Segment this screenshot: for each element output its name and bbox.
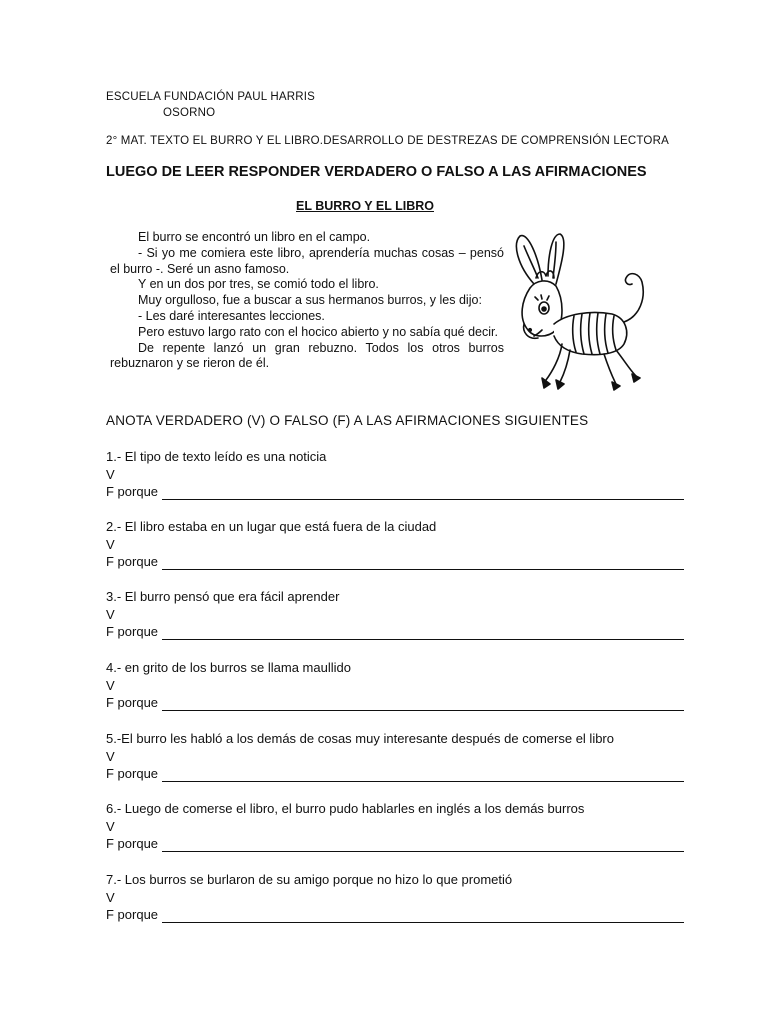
false-option	[106, 483, 696, 500]
school-city: OSORNO	[163, 107, 216, 119]
false-label: F porque	[106, 554, 159, 569]
true-option: V	[106, 467, 115, 482]
answer-line[interactable]	[162, 769, 684, 782]
story-line: De repente lanzó un gran rebuzno. Todos los otros burros rebuznaron y se rieron de él.	[110, 340, 504, 371]
false-option	[106, 553, 696, 570]
answer-line[interactable]	[162, 910, 684, 923]
false-label: F porque	[106, 484, 159, 499]
story-line: - Si yo me comiera este libro, aprendería muchas cosas – pensó el burro -. Seré un asno famoso.	[110, 245, 504, 276]
false-option	[106, 906, 696, 923]
question-block	[106, 730, 696, 782]
question-block	[106, 588, 696, 640]
false-label: F porque	[106, 836, 159, 851]
story-text	[110, 230, 504, 372]
answer-line[interactable]	[162, 487, 684, 500]
answer-line[interactable]	[162, 557, 684, 570]
answer-line[interactable]	[162, 839, 684, 852]
question-text: 7.- Los burros se burlaron de su amigo porque no hizo lo que prometió	[106, 872, 513, 887]
answer-line[interactable]	[162, 698, 684, 711]
question-text: 3.- El burro pensó que era fácil aprender	[106, 589, 340, 604]
question-block	[106, 448, 696, 500]
questions-instruction: ANOTA VERDADERO (V) O FALSO (F) A LAS AFIRMACIONES SIGUIENTES	[106, 413, 589, 428]
question-text: 6.- Luego de comerse el libro, el burro pudo hablarles en inglés a los demás burros	[106, 801, 585, 816]
question-text: 5.-El burro les habló a los demás de cosas muy interesante después de comerse el libro	[106, 731, 614, 746]
school-name: ESCUELA FUNDACIÓN PAUL HARRIS	[106, 91, 316, 103]
main-instruction: LUEGO DE LEER RESPONDER VERDADERO O FALSO A LAS AFIRMACIONES	[106, 164, 647, 180]
course-line: 2° MAT. TEXTO EL BURRO Y EL LIBRO.DESARROLLO DE DESTREZAS DE COMPRENSIÓN LECTORA	[106, 135, 669, 147]
true-option: V	[106, 749, 115, 764]
question-text: 1.- El tipo de texto leído es una noticia	[106, 449, 327, 464]
question-text: 4.- en grito de los burros se llama maullido	[106, 660, 351, 675]
false-option	[106, 765, 696, 782]
question-block	[106, 518, 696, 570]
answer-line[interactable]	[162, 627, 684, 640]
true-option: V	[106, 607, 115, 622]
question-block	[106, 800, 696, 852]
false-label: F porque	[106, 624, 159, 639]
story-line: Muy orgulloso, fue a buscar a sus hermanos burros, y les dijo:	[138, 293, 482, 308]
false-option	[106, 623, 696, 640]
story-line: - Les daré interesantes lecciones.	[138, 308, 325, 323]
question-block	[106, 659, 696, 711]
true-option: V	[106, 537, 115, 552]
question-text: 2.- El libro estaba en un lugar que está fuera de la ciudad	[106, 519, 437, 534]
true-option: V	[106, 678, 115, 693]
false-label: F porque	[106, 766, 159, 781]
false-label: F porque	[106, 695, 159, 710]
question-block	[106, 871, 696, 923]
story-line: Y en un dos por tres, se comió todo el libro.	[138, 277, 379, 292]
story-line: El burro se encontró un libro en el campo.	[138, 230, 371, 244]
story-title: EL BURRO Y EL LIBRO	[296, 199, 434, 213]
false-option	[106, 694, 696, 711]
story-line: Pero estuvo largo rato con el hocico abierto y no sabía qué decir.	[138, 324, 498, 339]
donkey-illustration	[508, 226, 664, 396]
true-option: V	[106, 890, 115, 905]
false-option	[106, 835, 696, 852]
false-label: F porque	[106, 907, 159, 922]
true-option: V	[106, 819, 115, 834]
